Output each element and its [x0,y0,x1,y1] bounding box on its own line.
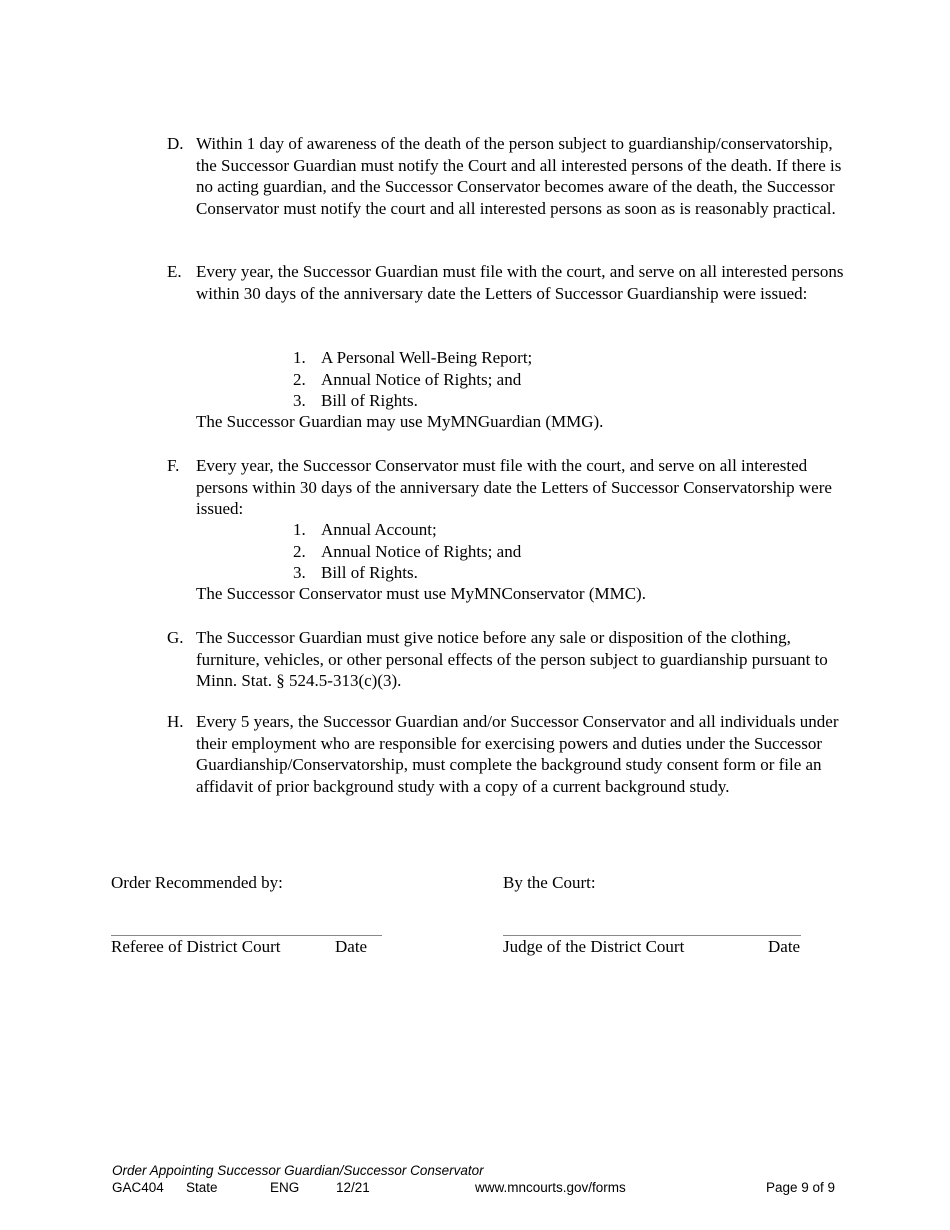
item-f-letter: F. [167,456,180,475]
item-f [167,455,847,520]
footer-page-number: Page 9 of 9 [766,1180,836,1195]
item-h [167,711,847,797]
item-d-letter: D. [167,134,184,153]
footer-language: ENG [270,1180,300,1195]
item-h-letter: H. [167,712,184,731]
item-h-text: Every 5 years, the Successor Guardian and/or Successor Conservator and all individuals under their employment who are responsible for exercising powers and duties under the Successor Guardianship/Conservatorship, must complete the background study consent form or file an affidavit of prior background study with a copy of a current background study. [196,712,839,796]
item-g-text: The Successor Guardian must give notice before any sale or disposition of the clothing, furniture, vehicles, or other personal effects of the person subject to guardianship pursuant to Minn. Stat. § 524.5-313(c)(3). [196,628,828,690]
item-f-text: Every year, the Successor Conservator must file with the court, and serve on all interested persons within 30 days of the anniversary date the Letters of Successor Conservatorship were issued: [196,456,832,518]
item-e-note: The Successor Guardian may use MyMNGuardian (MMG). [196,412,604,431]
referee-label: Referee of District Court [111,937,281,956]
by-the-court-heading: By the Court: [503,873,596,892]
item-e [167,261,847,304]
footer-jurisdiction: State [186,1180,218,1195]
judge-label: Judge of the District Court [503,937,685,956]
footer-website: www.mncourts.gov/forms [475,1180,626,1195]
footer-form-title: Order Appointing Successor Guardian/Successor Conservator [112,1163,484,1178]
item-d [167,133,847,219]
item-d-text: Within 1 day of awareness of the death of the person subject to guardianship/conservatorship, the Successor Guardian must notify the Court and all interested persons of the death. If there is no acting guardian, and the Successor Conservator becomes aware of the death, the Successor Conservator must notify the court and all interested persons as soon as is reasonably practical. [196,134,842,218]
referee-date-label: Date [335,937,368,956]
item-e-letter: E. [167,262,182,281]
footer-form-code: GAC404 [112,1180,164,1195]
item-g-letter: G. [167,628,184,647]
order-recommended-heading: Order Recommended by: [111,873,283,892]
footer-revision: 12/21 [336,1180,370,1195]
judge-date-label: Date [768,937,801,956]
item-e-text: Every year, the Successor Guardian must file with the court, and serve on all interested persons within 30 days of the anniversary date the Letters of Successor Guardianship were issued: [196,262,844,303]
item-g [167,627,847,692]
item-f-note: The Successor Conservator must use MyMNConservator (MMC). [196,584,646,603]
